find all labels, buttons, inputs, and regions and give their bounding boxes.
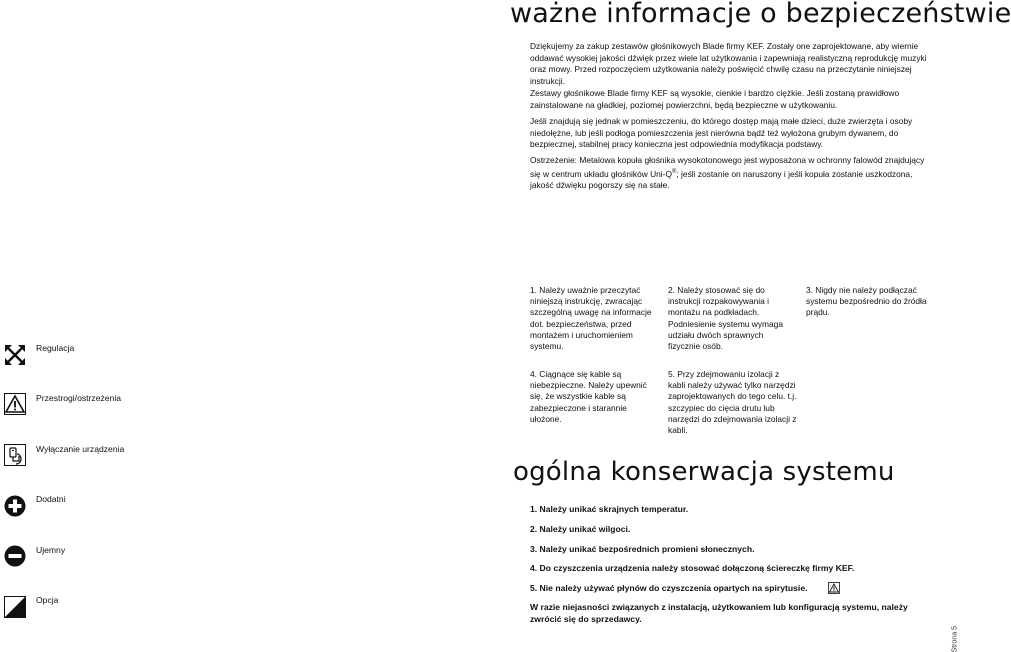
- power-off-icon: [4, 444, 26, 466]
- step-1: 1. Należy uważnie przeczytać niniejszą instrukcję, zwracając szczególną uwagę na informacje dot. bezpieczeństwa, przed montażem i uruchomieniem systemu.: [530, 285, 652, 352]
- stability-paragraph: Zestawy głośnikowe Blade firmy KEF są wysokie, cienkie i bardzo ciężkie. Jeśli zostaną prawidłowo zainstalowane na gładkiej, poziomej powierzchni, będą bezpieczne w użytkowaniu.: [530, 88, 900, 110]
- page-label: Strona 5: [951, 626, 958, 652]
- maintenance-note: W razie niejasności związanych z instalacją, użytkowaniem lub konfiguracją systemu, należy zwrócić się do sprzedawcy.: [530, 602, 908, 624]
- maintenance-rule-3: 3. Należy unikać bezpośrednich promieni słonecznych.: [530, 544, 755, 554]
- maintenance-rule-5: 5. Nie należy używać płynów do czyszczenia opartych na spirytusie.: [530, 583, 808, 593]
- safety-title: ważne informacje o bezpieczeństwie: [510, 0, 1011, 29]
- maintenance-rule-1: 1. Należy unikać skrajnych temperatur.: [530, 504, 689, 514]
- legend-label-power-off: Wyłączanie urządzenia: [36, 444, 125, 454]
- legend-label-warning: Przestrogi/ostrzeżenia: [36, 393, 122, 403]
- registered-mark: ®: [671, 168, 677, 175]
- maintenance-rule-2: 2. Należy unikać wilgoci.: [530, 524, 631, 534]
- legend-label-adjustment: Regulacja: [36, 343, 75, 353]
- maintenance-title: ogólna konserwacja systemu: [513, 457, 895, 487]
- warning-text-end: ; jeśli zostanie on naruszony i jeśli kopuła zostanie uszkodzona, jakość dźwięku pogorszy się na stałe.: [530, 168, 913, 190]
- maintenance-rule-4: 4. Do czyszczenia urządzenia należy stosować dołączoną ściereczkę firmy KEF.: [530, 563, 855, 573]
- plus-icon: [4, 495, 26, 517]
- intro-paragraph: Dziękujemy za zakup zestawów głośnikowych Blade firmy KEF. Zostały one zaprojektowane, aby wiernie oddawać wysokiej jakości dźwięk przez wiele lat użytkowania i zapewniają realistyczną reprodukcję muzyki oraz mowy. Przed rozpoczęciem użytkowania należy poświęcić chwilę czasu na przeczytanie niniejszej instrukcji.: [530, 41, 927, 86]
- warning-icon-small: [828, 581, 840, 593]
- warning-text: Ostrzeżenie: Metalowa kopuła głośnika wysokotonowego jest wyposażona w ochronny falowód znajdujący się w centrum układu głośników Uni-Q: [530, 155, 925, 179]
- step-3: 3. Nigdy nie należy podłączać systemu bezpośrednio do źródła prądu.: [806, 285, 927, 318]
- step-4: 4. Ciągnące się kable są niebezpieczne. Należy upewnić się, że wszystkie kable są zabezpieczone i starannie ułożone.: [530, 369, 647, 424]
- legend-label-plus: Dodatni: [36, 494, 66, 504]
- step-2: 2. Należy stosować się do instrukcji rozpakowywania i montażu na podkładach. Podniesienie systemu wymaga udziału dwóch sprawnych fizycznie osób.: [668, 285, 783, 352]
- minus-icon: [4, 545, 26, 567]
- environment-paragraph: Jeśli znajdują się jednak w pomieszczeniu, do którego dostęp mają małe dzieci, duże zwierzęta i osoby niedołężne, lub jeśli podłoga pomieszczenia jest nierówna bądź też wyłożona grubym dywanem, do bezpiecznej, stabilnej pracy konieczna jest odpowiednia modyfikacja podstawy.: [530, 116, 913, 150]
- legend-label-option: Opcja: [36, 595, 59, 605]
- adjustment-icon: [4, 344, 26, 366]
- option-icon: [4, 596, 26, 618]
- warning-icon: [4, 393, 26, 415]
- warning-paragraph: [530, 155, 930, 192]
- legend-label-minus: Ujemny: [36, 545, 66, 555]
- step-5: 5. Przy zdejmowaniu izolacji z kabli należy używać tylko narzędzi zaprojektowanych do tego celu. t.j. szczypiec do cięcia drutu lub narzędzi do zdejmowania izolacji z kabli.: [668, 369, 797, 436]
